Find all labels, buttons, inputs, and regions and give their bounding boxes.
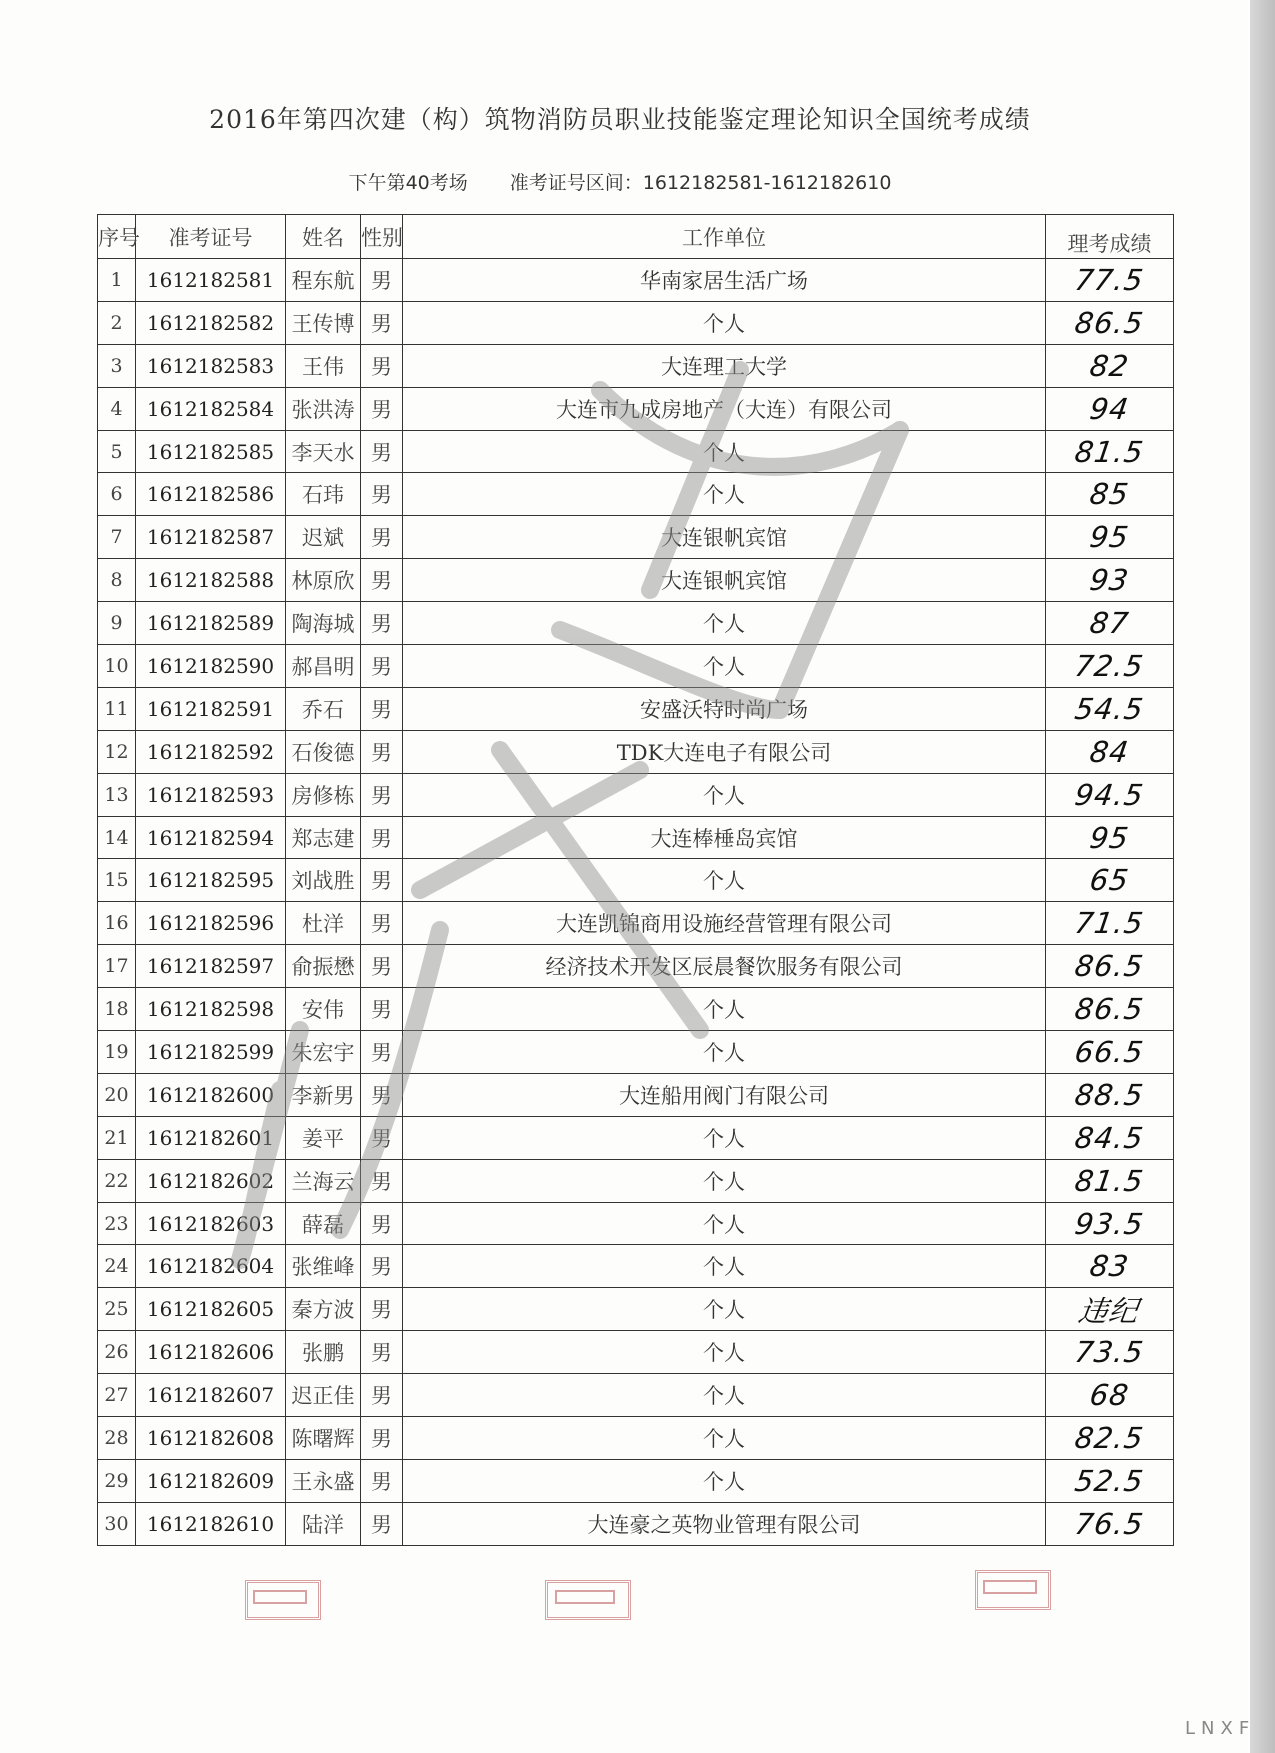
row-no: 27	[98, 1374, 136, 1417]
row-name: 薛磊	[286, 1202, 361, 1245]
row-name: 郝昌明	[286, 645, 361, 688]
table-row	[98, 988, 1174, 1031]
row-name: 陈曙辉	[286, 1417, 361, 1460]
row-unit: 个人	[403, 1159, 1046, 1202]
row-unit: 华南家居生活广场	[403, 259, 1046, 302]
score-table	[97, 214, 1174, 1546]
row-name: 李新男	[286, 1073, 361, 1116]
id-range: 准考证号区间：1612182581-1612182610	[509, 172, 892, 194]
row-name: 杜洋	[286, 902, 361, 945]
row-unit: 个人	[403, 1245, 1046, 1288]
handwritten-score: 54.5	[1072, 691, 1147, 726]
row-unit: 大连棒棰岛宾馆	[403, 816, 1046, 859]
row-score	[1046, 430, 1174, 473]
row-gender: 男	[361, 516, 403, 559]
row-name: 迟斌	[286, 516, 361, 559]
row-id: 1612182597	[136, 945, 286, 988]
row-unit: 大连凯锦商用设施经营管理有限公司	[403, 902, 1046, 945]
row-unit: 个人	[403, 1031, 1046, 1074]
seal-stamp	[245, 1580, 321, 1620]
table-row	[98, 559, 1174, 602]
row-gender: 男	[361, 387, 403, 430]
row-name: 程东航	[286, 259, 361, 302]
row-score	[1046, 945, 1174, 988]
row-score	[1046, 1459, 1174, 1502]
row-unit: 个人	[403, 1417, 1046, 1460]
row-unit: TDK大连电子有限公司	[403, 730, 1046, 773]
row-unit: 大连银帆宾馆	[403, 559, 1046, 602]
row-gender: 男	[361, 859, 403, 902]
row-gender: 男	[361, 1459, 403, 1502]
row-score	[1046, 344, 1174, 387]
row-unit: 安盛沃特时尚广场	[403, 687, 1046, 730]
handwritten-score: 68	[1087, 1378, 1132, 1413]
table-row	[98, 1073, 1174, 1116]
row-score	[1046, 1031, 1174, 1074]
row-no: 3	[98, 344, 136, 387]
row-score	[1046, 687, 1174, 730]
header-no: 序号	[98, 215, 136, 259]
table-row	[98, 1245, 1174, 1288]
seal-stamp	[545, 1580, 631, 1620]
row-gender: 男	[361, 473, 403, 516]
row-unit: 个人	[403, 430, 1046, 473]
header-score: 理考成绩	[1046, 215, 1174, 259]
handwritten-score: 73.5	[1072, 1335, 1147, 1370]
row-score	[1046, 816, 1174, 859]
row-name: 兰海云	[286, 1159, 361, 1202]
row-id: 1612182583	[136, 344, 286, 387]
handwritten-score: 88.5	[1072, 1077, 1147, 1112]
table-row	[98, 1331, 1174, 1374]
handwritten-score: 81.5	[1072, 1163, 1147, 1198]
row-score	[1046, 645, 1174, 688]
row-score	[1046, 473, 1174, 516]
handwritten-score: 72.5	[1072, 648, 1147, 683]
row-unit: 经济技术开发区辰晨餐饮服务有限公司	[403, 945, 1046, 988]
table-row	[98, 473, 1174, 516]
stamp-mark	[248, 1583, 312, 1611]
row-score	[1046, 988, 1174, 1031]
row-score	[1046, 1374, 1174, 1417]
row-gender: 男	[361, 559, 403, 602]
row-name: 张洪涛	[286, 387, 361, 430]
handwritten-score: 84.5	[1072, 1120, 1147, 1155]
row-unit: 个人	[403, 1116, 1046, 1159]
row-score	[1046, 516, 1174, 559]
row-no: 30	[98, 1502, 136, 1545]
table-row	[98, 1202, 1174, 1245]
handwritten-score: 93.5	[1072, 1206, 1147, 1241]
row-no: 15	[98, 859, 136, 902]
row-name: 郑志建	[286, 816, 361, 859]
row-gender: 男	[361, 816, 403, 859]
row-id: 1612182581	[136, 259, 286, 302]
row-id: 1612182592	[136, 730, 286, 773]
corner-mark: LNXF	[1185, 1718, 1256, 1739]
handwritten-score: 83	[1087, 1249, 1132, 1284]
row-name: 朱宏宇	[286, 1031, 361, 1074]
row-no: 9	[98, 602, 136, 645]
row-no: 16	[98, 902, 136, 945]
row-no: 25	[98, 1288, 136, 1331]
row-name: 房修栋	[286, 773, 361, 816]
table-row	[98, 1159, 1174, 1202]
row-id: 1612182590	[136, 645, 286, 688]
handwritten-score: 82	[1087, 348, 1132, 383]
handwritten-score: 86.5	[1072, 949, 1147, 984]
row-id: 1612182593	[136, 773, 286, 816]
row-id: 1612182587	[136, 516, 286, 559]
row-gender: 男	[361, 1116, 403, 1159]
handwritten-score: 52.5	[1072, 1463, 1147, 1498]
table-row	[98, 1116, 1174, 1159]
row-no: 1	[98, 259, 136, 302]
row-name: 刘战胜	[286, 859, 361, 902]
table-row	[98, 1031, 1174, 1074]
table-row	[98, 430, 1174, 473]
row-name: 石玮	[286, 473, 361, 516]
row-gender: 男	[361, 602, 403, 645]
row-no: 21	[98, 1116, 136, 1159]
row-id: 1612182606	[136, 1331, 286, 1374]
row-no: 8	[98, 559, 136, 602]
table-row	[98, 902, 1174, 945]
row-no: 28	[98, 1417, 136, 1460]
row-no: 23	[98, 1202, 136, 1245]
row-no: 11	[98, 687, 136, 730]
row-gender: 男	[361, 988, 403, 1031]
row-unit: 大连船用阀门有限公司	[403, 1073, 1046, 1116]
row-id: 1612182594	[136, 816, 286, 859]
row-id: 1612182610	[136, 1502, 286, 1545]
table-row	[98, 387, 1174, 430]
row-gender: 男	[361, 945, 403, 988]
row-unit: 个人	[403, 773, 1046, 816]
row-score	[1046, 1502, 1174, 1545]
row-score	[1046, 1331, 1174, 1374]
row-gender: 男	[361, 1245, 403, 1288]
row-name: 俞振懋	[286, 945, 361, 988]
header-id: 准考证号	[136, 215, 286, 259]
row-no: 29	[98, 1459, 136, 1502]
handwritten-score: 71.5	[1072, 906, 1147, 941]
row-score	[1046, 1116, 1174, 1159]
handwritten-score: 87	[1087, 606, 1132, 641]
row-id: 1612182599	[136, 1031, 286, 1074]
table-row	[98, 1459, 1174, 1502]
handwritten-score: 95	[1087, 820, 1132, 855]
row-score	[1046, 902, 1174, 945]
handwritten-score: 94	[1087, 391, 1132, 426]
row-score	[1046, 1159, 1174, 1202]
row-no: 24	[98, 1245, 136, 1288]
handwritten-score: 82.5	[1072, 1420, 1147, 1455]
header-name: 姓名	[286, 215, 361, 259]
row-name: 陆洋	[286, 1502, 361, 1545]
header-unit: 工作单位	[403, 215, 1046, 259]
stamp-mark	[548, 1583, 622, 1611]
table-header-row	[98, 215, 1174, 259]
row-name: 王永盛	[286, 1459, 361, 1502]
table-row	[98, 259, 1174, 302]
table-row	[98, 1502, 1174, 1545]
row-score	[1046, 1417, 1174, 1460]
row-id: 1612182608	[136, 1417, 286, 1460]
row-id: 1612182598	[136, 988, 286, 1031]
row-gender: 男	[361, 1073, 403, 1116]
row-id: 1612182586	[136, 473, 286, 516]
row-id: 1612182600	[136, 1073, 286, 1116]
row-id: 1612182589	[136, 602, 286, 645]
row-no: 14	[98, 816, 136, 859]
table-row	[98, 516, 1174, 559]
row-no: 5	[98, 430, 136, 473]
table-row	[98, 645, 1174, 688]
row-gender: 男	[361, 301, 403, 344]
row-unit: 个人	[403, 859, 1046, 902]
handwritten-score: 86.5	[1072, 305, 1147, 340]
row-unit: 个人	[403, 1288, 1046, 1331]
row-unit: 个人	[403, 473, 1046, 516]
row-name: 张维峰	[286, 1245, 361, 1288]
row-gender: 男	[361, 344, 403, 387]
row-no: 26	[98, 1331, 136, 1374]
row-gender: 男	[361, 1159, 403, 1202]
table-row	[98, 687, 1174, 730]
row-score	[1046, 602, 1174, 645]
row-score	[1046, 730, 1174, 773]
row-unit: 个人	[403, 1331, 1046, 1374]
table-row	[98, 773, 1174, 816]
row-name: 林原欣	[286, 559, 361, 602]
row-gender: 男	[361, 730, 403, 773]
document-subtitle	[0, 168, 1240, 195]
row-score	[1046, 859, 1174, 902]
row-no: 20	[98, 1073, 136, 1116]
row-gender: 男	[361, 1031, 403, 1074]
row-id: 1612182585	[136, 430, 286, 473]
row-name: 迟正佳	[286, 1374, 361, 1417]
exam-session: 下午第40考场	[348, 172, 468, 194]
row-gender: 男	[361, 1202, 403, 1245]
row-id: 1612182588	[136, 559, 286, 602]
row-unit: 个人	[403, 1202, 1046, 1245]
row-unit: 大连市九成房地产（大连）有限公司	[403, 387, 1046, 430]
header-gender: 性别	[361, 215, 403, 259]
scan-edge-shadow	[1250, 0, 1275, 1753]
row-score	[1046, 1245, 1174, 1288]
row-no: 7	[98, 516, 136, 559]
row-id: 1612182602	[136, 1159, 286, 1202]
row-unit: 大连理工大学	[403, 344, 1046, 387]
row-unit: 大连银帆宾馆	[403, 516, 1046, 559]
row-name: 乔石	[286, 687, 361, 730]
row-name: 陶海城	[286, 602, 361, 645]
row-gender: 男	[361, 1374, 403, 1417]
row-no: 13	[98, 773, 136, 816]
table-row	[98, 859, 1174, 902]
handwritten-score: 66.5	[1072, 1034, 1147, 1069]
document-title: 2016年第四次建（构）筑物消防员职业技能鉴定理论知识全国统考成绩	[209, 105, 1031, 134]
row-unit: 个人	[403, 645, 1046, 688]
row-score	[1046, 259, 1174, 302]
row-gender: 男	[361, 1288, 403, 1331]
row-no: 17	[98, 945, 136, 988]
row-no: 19	[98, 1031, 136, 1074]
handwritten-score: 94.5	[1072, 777, 1147, 812]
row-id: 1612182582	[136, 301, 286, 344]
table-row	[98, 344, 1174, 387]
handwritten-score: 85	[1087, 477, 1132, 512]
row-score	[1046, 387, 1174, 430]
row-no: 10	[98, 645, 136, 688]
handwritten-score: 93	[1087, 563, 1132, 598]
row-gender: 男	[361, 773, 403, 816]
stamp-mark	[978, 1573, 1042, 1601]
table-row	[98, 816, 1174, 859]
table-row	[98, 1288, 1174, 1331]
row-id: 1612182603	[136, 1202, 286, 1245]
row-unit: 个人	[403, 1459, 1046, 1502]
row-no: 2	[98, 301, 136, 344]
row-name: 姜平	[286, 1116, 361, 1159]
handwritten-score: 86.5	[1072, 992, 1147, 1027]
row-no: 12	[98, 730, 136, 773]
row-unit: 个人	[403, 1374, 1046, 1417]
row-unit: 个人	[403, 301, 1046, 344]
table-row	[98, 1417, 1174, 1460]
handwritten-score: 65	[1087, 863, 1132, 898]
row-name: 王传博	[286, 301, 361, 344]
handwritten-score: 77.5	[1072, 262, 1147, 297]
row-score	[1046, 773, 1174, 816]
row-unit: 大连豪之英物业管理有限公司	[403, 1502, 1046, 1545]
row-gender: 男	[361, 1502, 403, 1545]
row-id: 1612182596	[136, 902, 286, 945]
row-no: 22	[98, 1159, 136, 1202]
handwritten-score: 76.5	[1072, 1506, 1147, 1541]
row-gender: 男	[361, 1331, 403, 1374]
row-name: 李天水	[286, 430, 361, 473]
row-name: 秦方波	[286, 1288, 361, 1331]
row-no: 6	[98, 473, 136, 516]
row-score	[1046, 559, 1174, 602]
table-row	[98, 1374, 1174, 1417]
row-gender: 男	[361, 687, 403, 730]
table-row	[98, 730, 1174, 773]
seal-stamp	[975, 1570, 1051, 1610]
row-name: 王伟	[286, 344, 361, 387]
row-id: 1612182595	[136, 859, 286, 902]
row-score	[1046, 301, 1174, 344]
row-unit: 个人	[403, 988, 1046, 1031]
handwritten-score: 84	[1087, 734, 1132, 769]
table-row	[98, 602, 1174, 645]
row-no: 4	[98, 387, 136, 430]
table-row	[98, 301, 1174, 344]
row-id: 1612182584	[136, 387, 286, 430]
handwritten-score: 81.5	[1072, 434, 1147, 469]
row-gender: 男	[361, 902, 403, 945]
handwritten-score: 违纪	[1076, 1293, 1142, 1328]
row-gender: 男	[361, 645, 403, 688]
row-score	[1046, 1073, 1174, 1116]
row-id: 1612182605	[136, 1288, 286, 1331]
row-id: 1612182607	[136, 1374, 286, 1417]
row-name: 安伟	[286, 988, 361, 1031]
row-id: 1612182609	[136, 1459, 286, 1502]
table-row	[98, 945, 1174, 988]
row-score	[1046, 1288, 1174, 1331]
row-gender: 男	[361, 259, 403, 302]
row-id: 1612182601	[136, 1116, 286, 1159]
row-name: 张鹏	[286, 1331, 361, 1374]
row-gender: 男	[361, 430, 403, 473]
row-no: 18	[98, 988, 136, 1031]
handwritten-score: 95	[1087, 520, 1132, 555]
row-id: 1612182591	[136, 687, 286, 730]
row-score	[1046, 1202, 1174, 1245]
row-gender: 男	[361, 1417, 403, 1460]
row-id: 1612182604	[136, 1245, 286, 1288]
row-unit: 个人	[403, 602, 1046, 645]
row-name: 石俊德	[286, 730, 361, 773]
